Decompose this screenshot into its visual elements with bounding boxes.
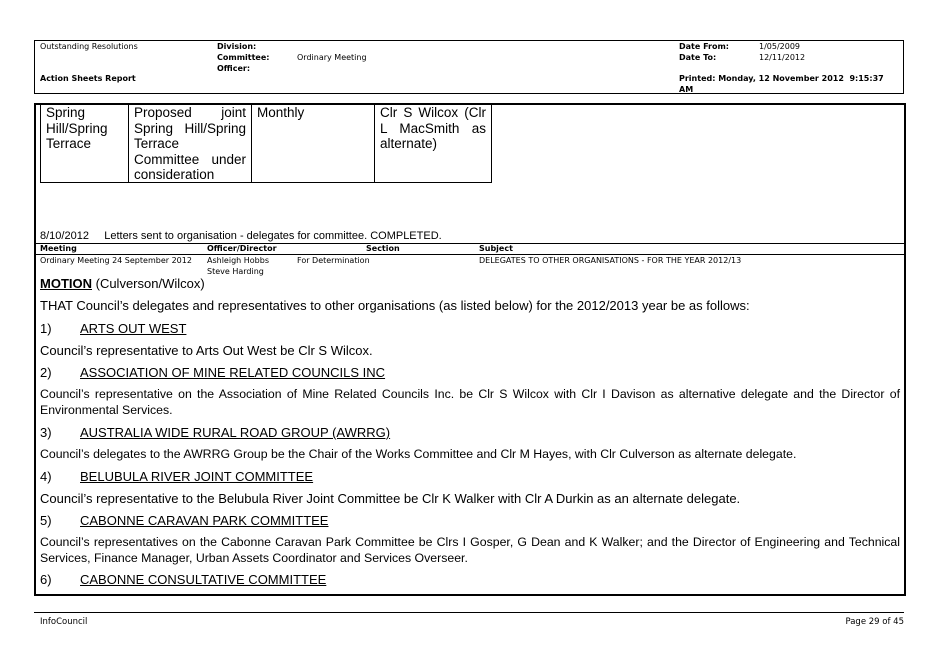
- committee-value: Ordinary Meeting: [297, 53, 367, 62]
- subject-column-label: Subject: [479, 244, 513, 253]
- meeting-column-label: Meeting: [40, 244, 77, 253]
- item-number: 3): [40, 425, 52, 440]
- footer-divider: [34, 612, 904, 613]
- item-title: BELUBULA RIVER JOINT COMMITTEE: [80, 469, 314, 484]
- date-to-label: Date To:: [679, 53, 717, 62]
- item-title: ASSOCIATION OF MINE RELATED COUNCILS INC: [80, 365, 386, 380]
- printed-value: Monday, 12 November 2012 9:15:37: [718, 74, 884, 83]
- table-cell-frequency: Monthly: [251, 103, 375, 183]
- officer-label: Officer:: [217, 64, 251, 73]
- division-label: Division:: [217, 42, 257, 51]
- report-type: Action Sheets Report: [40, 74, 136, 83]
- officer-column-label: Officer/Director: [207, 244, 277, 253]
- date-from-label: Date From:: [679, 42, 730, 51]
- motion-heading: MOTION (Culverson/Wilcox): [40, 276, 205, 291]
- footer-app-name: InfoCouncil: [40, 617, 88, 627]
- item-text: Council’s representative to Arts Out West be Clr S Wilcox.: [40, 343, 373, 358]
- officer-value-2: Steve Harding: [207, 267, 264, 276]
- item-title: AUSTRALIA WIDE RURAL ROAD GROUP (AWRRG): [80, 425, 391, 440]
- date-from-value: 1/05/2009: [759, 42, 801, 51]
- item-text: Council’s representative to the Belubula River Joint Committee be Clr K Walker with Clr A Durkin as an alternate delegate.: [40, 491, 741, 506]
- printed-value-cont: AM: [679, 85, 694, 94]
- committee-label: Committee:: [217, 53, 270, 62]
- item-number: 5): [40, 513, 52, 528]
- motion-intro: THAT Council’s delegates and representatives to other organisations (as listed below) for the 2012/2013 year be as follows:: [40, 298, 750, 313]
- item-text: Council’s representative on the Association of Mine Related Councils Inc. be Clr S Wilcox with Clr I Davison as alternative delegate and the Director of Environmental Services.: [40, 387, 900, 417]
- item-number: 4): [40, 469, 52, 484]
- item-number: 6): [40, 572, 52, 587]
- printed-label: Printed:: [679, 74, 716, 83]
- date-to-value: 12/11/2012: [759, 53, 806, 62]
- status-note: 8/10/2012 Letters sent to organisation - delegates for committee. COMPLETED.: [40, 230, 442, 242]
- subject-value: DELEGATES TO OTHER ORGANISATIONS - FOR THE YEAR 2012/13: [479, 256, 742, 265]
- item-text: Council’s delegates to the AWRRG Group be the Chair of the Works Committee and Clr M Hayes, with Clr Culverson as alternate delegate.: [40, 447, 797, 461]
- section-column-label: Section: [366, 244, 400, 253]
- report-name: Outstanding Resolutions: [40, 42, 138, 51]
- table-cell-delegate: Clr S Wilcox (Clr L MacSmith as alternate): [374, 103, 492, 183]
- printed-stamp: [679, 73, 884, 84]
- item-title: CABONNE CARAVAN PARK COMMITTEE: [80, 513, 329, 528]
- item-title: ARTS OUT WEST: [80, 321, 187, 336]
- item-number: 2): [40, 365, 52, 380]
- page-number: Page 29 of 45: [845, 617, 904, 627]
- item-text: Council’s representatives on the Cabonne Caravan Park Committee be Clrs I Gosper, G Dean and K Walker; and the Director of Engineering and Technical Services, Finance Manager, Urban Assets Coordinator and Services Overseer.: [40, 535, 900, 565]
- meeting-value: Ordinary Meeting 24 September 2012: [40, 256, 192, 265]
- item-number: 1): [40, 321, 52, 336]
- section-value: For Determination: [297, 256, 370, 265]
- table-cell-organisation: Spring Hill/Spring Terrace: [40, 103, 129, 183]
- divider: [35, 243, 905, 244]
- item-title: CABONNE CONSULTATIVE COMMITTEE: [80, 572, 327, 587]
- table-cell-description: Proposed joint Spring Hill/Spring Terrace Committee under consideration: [128, 103, 252, 183]
- officer-value-1: Ashleigh Hobbs: [207, 256, 270, 265]
